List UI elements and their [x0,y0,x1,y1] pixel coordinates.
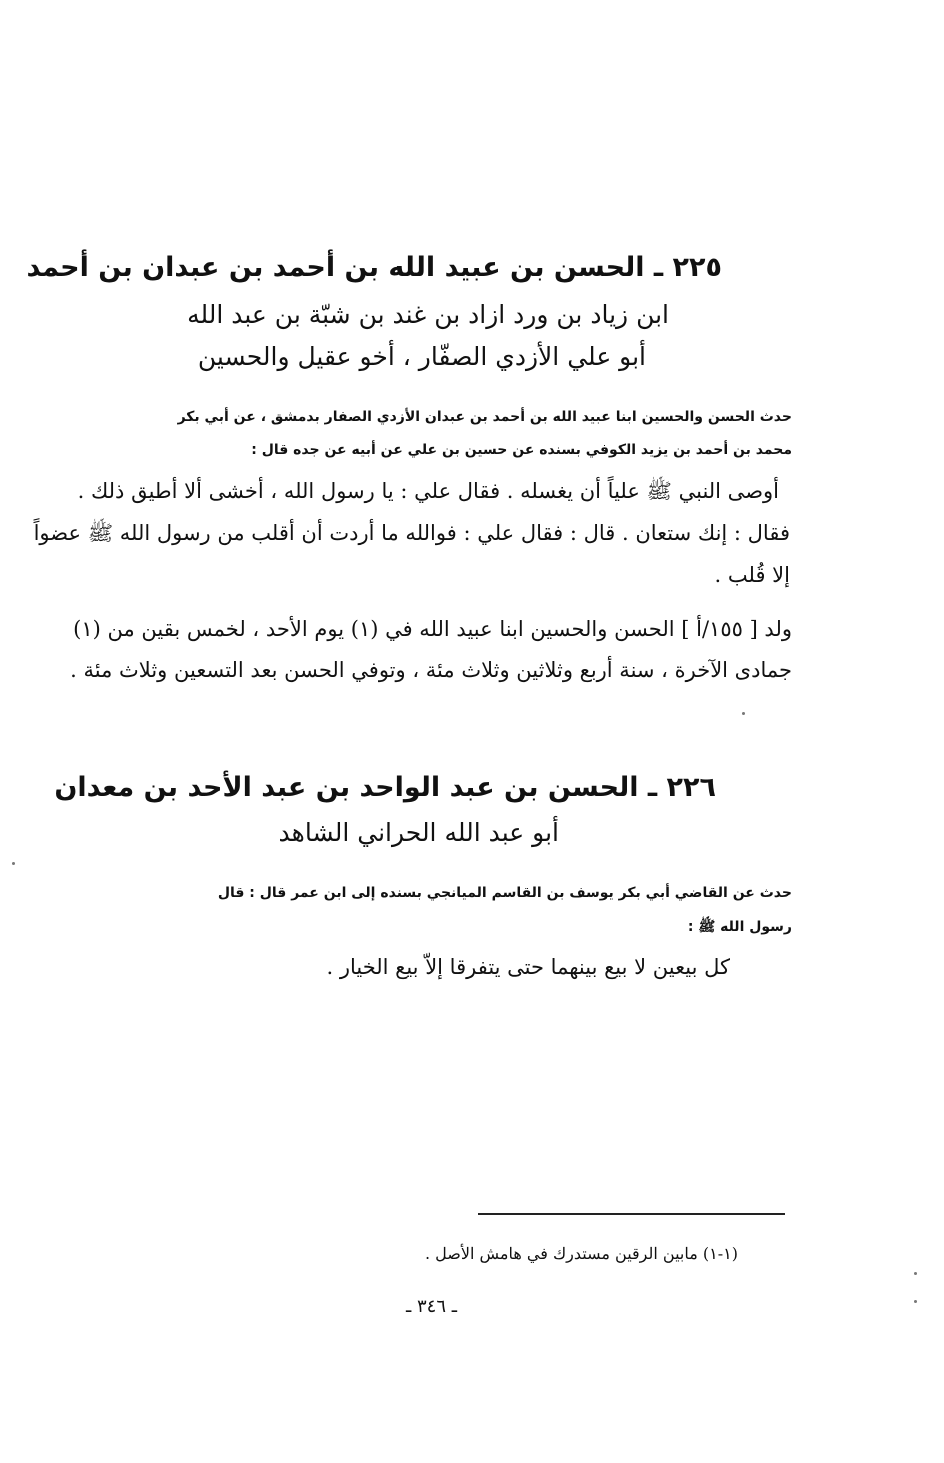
entry-225-hadith-line-1: أوصى النبي ﷺ علياً أن يغسله . فقال علي : يا رسول الله ، أخشى ألا أطيق ذلك . [77,479,779,503]
scan-speck [742,712,745,715]
entry-225-hadith-line-3: إلا قُلب . [714,563,790,587]
page-number: ـ ٣٤٦ ـ [406,1296,458,1317]
entry-225-lineage-line-1: ابن زياد بن ورد ازاد بن غند بن شبّة بن عبد الله [187,300,669,329]
footnote: (١-١) مابين الرقين مستدرك في هامش الأصل . [424,1244,738,1263]
entry-225-title: ٢٢٥ ـ الحسن بن عبيد الله بن أحمد بن عبدان بن أحمد [26,252,722,283]
scan-speck [12,862,15,865]
entry-225-lineage-line-2: أبو علي الأزدي الصفّار ، أخو عقيل والحسين [197,342,646,371]
entry-226-isnad-line-1: حدث عن القاضي أبي بكر يوسف بن القاسم الميانجي بسنده إلى ابن عمر قال : قال [217,885,792,901]
entry-225-hadith-line-2: فقال : إنك ستعان . قال : فقال علي : فوالله ما أردت أن أقلب من رسول الله ﷺ عضواً [33,521,790,545]
entry-225-birth-line-1: ولد [ ١٥٥/أ ] الحسن والحسين ابنا عبيد الله في (١) يوم الأحد ، لخمس بقين من (١) [73,617,792,641]
scan-speck [914,1300,917,1303]
scan-speck [914,1272,917,1275]
entry-225-birth-line-2: جمادى الآخرة ، سنة أربع وثلاثين وثلاث مئة ، وتوفي الحسن بعد التسعين وثلاث مئة . [70,658,792,682]
entry-226-kunya: أبو عبد الله الحراني الشاهد [278,818,559,847]
entry-226-title: ٢٢٦ ـ الحسن بن عبد الواحد بن عبد الأحد بن معدان [54,772,716,803]
footnote-separator [478,1213,785,1215]
entry-226-isnad-line-2: رسول الله ﷺ : [687,919,792,935]
entry-225-isnad-line-2: محمد بن أحمد بن يزيد الكوفي بسنده عن حسين بن علي عن أبيه عن جده قال : [251,442,792,458]
entry-225-isnad-line-1: حدث الحسن والحسين ابنا عبيد الله بن أحمد بن عبدان الأزدي الصفار بدمشق ، عن أبي بكر [177,409,792,425]
entry-226-hadith-line-1: كل بيعين لا بيع بينهما حتى يتفرقا إلاّ بيع الخيار . [326,955,730,979]
